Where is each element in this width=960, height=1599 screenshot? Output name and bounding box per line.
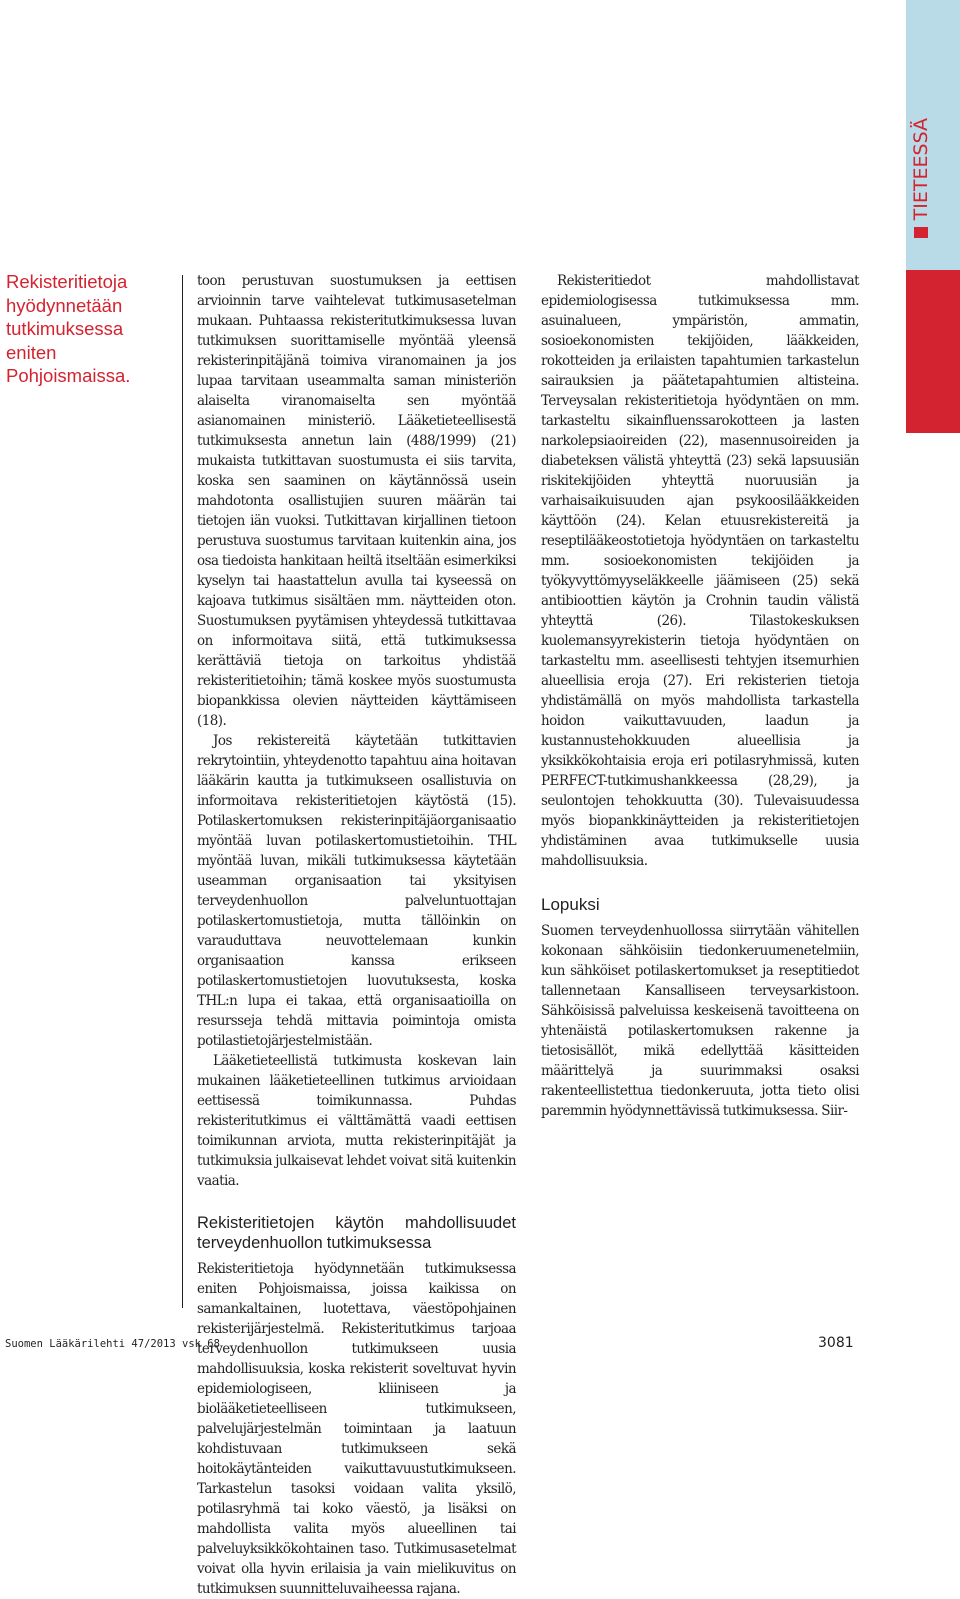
paragraph-epidemiology: Rekisteritiedot mahdollistavat epidemiologisessa tutkimuksessa mm. asuinalueen, ympäristön, ammatin, sosioekonomisten tekijöiden, lääkkeiden, rokotteiden ja erilaisten tapahtumien tarkastelun sairauksien ja päätetapahtumien altisteina. Terveysalan rekisteritietoja hyödyntäen on mm. tarkasteltu sikainfluenssarokotteen ja lasten narkolepsiaoireiden (22), masennusoireiden ja diabeteksen välistä yhteyttä (23) sekä lapsuusiän riskitekijöiden yhteyttä nuoruusiän ja varhaisaikuisuuden ajan psykoosilääkkeiden käyttöön (24). Kelan etuusrekistereitä ja reseptilääkeostotietoja hyödyntäen on tarkasteltu mm. sosioekonomisten tekijöiden ja työkyvyttömyyseläkkeelle jäämiseen (25) sekä antibioottien käytön ja Crohnin taudin välistä yhteyttä (26). Tilastokeskuksen kuolemansyyrekisterin tietoja hyödyntäen on tarkasteltu mm. aseellisesti tehtyjen itsemurhien alueellisia eroja (27). Eri rekisterien tietoja yhdistämällä on myös mahdollista tarkastella hoidon vaikuttavuuden, laadun ja kustannustehokkuuden alueellisia ja yksikkökohtaisia eroja eri potilasryhmissä, kuten PERFECT-tutkimushankkeessa (28,29), ja seulontojen tehokkuutta (30). Tulevaisuudessa myös biopankkinäytteiden ja rekisteritietojen yhdistäminen avaa tutkimukselle uusia mahdollisuuksia. (541, 273, 859, 869)
paragraph-ethics: Lääketieteellistä tutkimusta koskevan lain mukainen lääketieteellinen tutkimus arvioidaan eettisessä toimikunnassa. Puhdas rekisteritutkimus ei välttämättä vaadi eettisen toimikunnan arviota, mutta rekisterinpitäjät ja tutkimuksia julkaisevat lehdet voivat sitä kuitenkin vaatia. (197, 1053, 516, 1189)
section-label-text: TIETEESSÄ (910, 118, 932, 221)
section-heading-possibilities: Rekisteritietojen käytön mahdollisuudet terveydenhuollon tutkimuksessa (197, 1214, 516, 1252)
section-label (908, 118, 934, 238)
journal-footer: Suomen Lääkärilehti 47/2013 vsk 68 (5, 1338, 220, 1350)
article-column-2 (541, 271, 859, 1121)
square-icon (914, 227, 928, 238)
paragraph-recruitment: Jos rekistereitä käytetään tutkittavien rekrytointiin, yhteydenotto tapahtuu aina hoitavan lääkärin kautta ja tutkimukseen osallistuvia on informoitava rekisteritietojen käytöstä (15). Potilaskertomuksen rekisterinpitäjäorganisaatio myöntää luvan potilaskertomustietoihin. THL myöntää luvan, mikäli tutkimuksessa käytetään useamman organisaation tai yksityisen terveydenhuollon palveluntuottajan potilaskertomustietoja, mutta tällöinkin on varauduttava neuvottelemaan kunkin organisaation kanssa erikseen potilaskertomustietojen luovutuksesta, koska THL:n lupa ei takaa, että organisaatioilla on resursseja tehdä mittavia poimintoja omista potilastietojärjestelmistään. (197, 733, 516, 1049)
section-heading-conclusion: Lopuksi (541, 895, 600, 914)
article-column-1 (197, 271, 516, 1599)
page-number: 3081 (818, 1335, 854, 1351)
paragraph-consent: toon perustuvan suostumuksen ja eettisen arvioinnin tarve vaihtelevat tutkimusasetelman mukaan. Puhtaassa rekisteritutkimuksessa luvan tutkimuksen suorittamiselle myöntää yleensä rekisterinpitäjänä toimiva viranomainen ja jos lupaa tarvitaan useammalta saman ministeriön alaiselta viranomaiselta sen myöntää asianomainen ministeriö. Lääketieteellisestä tutkimuksesta annetun lain (488/1999) (21) mukaista tutkittavan suostumusta ei siis tarvita, koska sen saaminen on käytännössä usein mahdotonta osallistujien suuren määrän tai tietojen iän vuoksi. Tutkittavan kirjallinen tietoon perustuva suostumus tarvitaan kuitenkin aina, jos osa tiedoista hankitaan heiltä itseltään esimerkiksi kyselyn tai haastattelun avulla tai kyseessä on kajoava tutkimus sisältäen mm. näytteiden oton. Suostumuksen pyytämisen yhteydessä tutkittavaa on informoitava siitä, että tutkimuksessa kerättäviä tietoja on tarkoitus yhdistää rekisteritietoihin; tämä koskee myös suostumusta biopankkissa olevien näytteiden käyttämiseen (18). (197, 273, 516, 729)
section-tab-red (906, 270, 960, 433)
paragraph-nordic: Rekisteritietoja hyödynnetään tutkimuksessa eniten Pohjoismaissa, joissa kaikissa on samankaltainen, luotettava, väestöpohjainen rekisterijärjestelmä. Rekisteritutkimus tarjoaa terveydenhuollon tutkimukseen uusia mahdollisuuksia, koska rekisterit soveltuvat hyvin epidemiologiseen, kliiniseen ja biolääketieteelliseen tutkimukseen, palvelujärjestelmän toimintaan ja laatuun kohdistuvaan tutkimukseen sekä hoitokäytänteiden vaikuttavuustutkimukseen. Tarkastelun tasoksi voidaan valita yksilö, potilasryhmä tai koko väestö, ja lisäksi on mahdollista valita myös alueellinen tai palveluyksikkökohtainen taso. Tutkimusasetelmat voivat olla hyvin erilaisia ja vain mielikuvitus on tutkimuksen suunnitteluvaiheessa rajana. (197, 1261, 516, 1597)
column-divider (182, 275, 183, 1308)
pull-quote: Rekisteritietoja hyödynnetään tutkimuksessa eniten Pohjoismaissa. (6, 271, 131, 387)
paragraph-conclusion: Suomen terveydenhuollossa siirrytään vähitellen kokonaan sähköisiin tiedonkeruumenetelmiin, kun sähköiset potilaskertomukset ja reseptitiedot tallennetaan Kansalliseen terveysarkistoon. Sähköisissä palveluissa keskeisenä tavoitteena on yhtenäistä potilaskertomuksen rakenne ja tietosisällöt, mikä edellyttää käsitteiden määrittelyä ja suurimmaksi osaksi rakenteellistettua tiedonkeruuta, jotta tieto olisi paremmin hyödynnettävissä tutkimuksessa. Siir- (541, 923, 859, 1119)
